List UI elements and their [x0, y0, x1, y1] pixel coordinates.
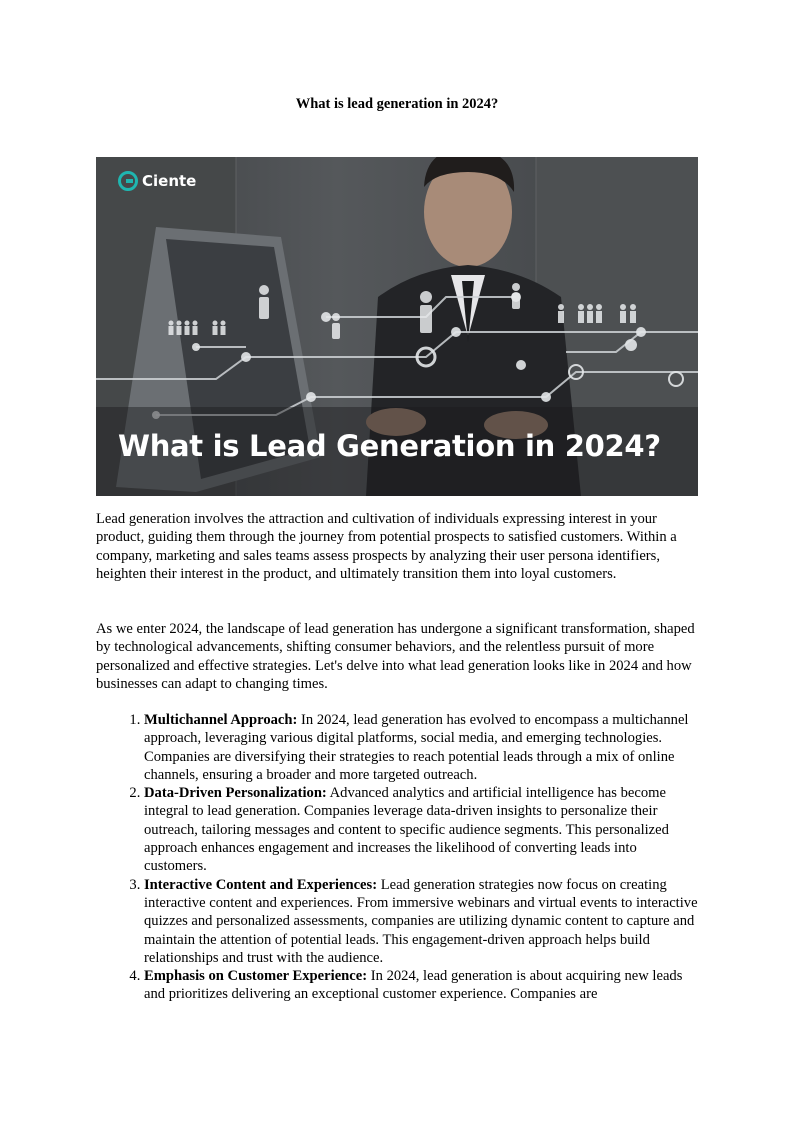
- page-title: What is lead generation in 2024?: [295, 96, 499, 112]
- list-item: [144, 967, 698, 1004]
- list-item-text: In 2024, lead generation has evolved to encompass a multichannel approach, leveraging various digital platforms, social media, and emerging technologies. Companies are diversifying their strategies to reach potential leads through a mix of online channels, ensuring a broader and more targeted outreach.: [144, 712, 689, 783]
- list-item-heading: Data-Driven Personalization:: [144, 785, 327, 802]
- ciente-logo-icon: [118, 171, 138, 191]
- numbered-list: [96, 711, 698, 1004]
- list-item-heading: Interactive Content and Experiences:: [144, 876, 378, 893]
- list-item-heading: Multichannel Approach:: [144, 712, 298, 728]
- list-item: [144, 711, 698, 784]
- list-item: [144, 784, 698, 875]
- list-item-text: Lead generation strategies now focus on creating interactive content and experiences. From immersive webinars and virtual events to interactive quizzes and personalized assessments, companies are utilizing dynamic content to capture and maintain the attention of potential leads. This engagement-driven approach helps build relationships and trust with the audience.: [144, 876, 698, 966]
- paragraph: Lead generation involves the attraction and cultivation of individuals expressing interest in your product, guiding them through the journey from potential prospects to satisfied customers. Within a company, marketing and sales teams assess prospects by analyzing their user persona identifiers, heighten their interest in the product, and ultimately transition them into loyal customers.: [96, 511, 677, 582]
- list-item-heading: Emphasis on Customer Experience:: [144, 968, 368, 985]
- ciente-logo: [118, 171, 196, 191]
- list-item-text: Advanced analytics and artificial intelligence has become integral to lead generation. Companies leverage data-driven insights to personalize their outreach, tailoring messages and content to specific audience segments. This personalized approach enhances engagement and increases the likelihood of converting leads into customers.: [144, 785, 669, 875]
- hero-heading: What is Lead Generation in 2024?: [118, 429, 661, 463]
- list-item: [144, 876, 698, 967]
- hero-image: [96, 157, 698, 496]
- paragraph: As we enter 2024, the landscape of lead generation has undergone a significant transformation, shaped by technological advancements, shifting consumer behaviors, and the relentless pursuit of more personalized and effective strategies. Let's delve into what lead generation looks like in 2024 and how businesses can adapt to changing times.: [96, 621, 695, 692]
- logo-text: Ciente: [142, 172, 197, 190]
- list-item-text: In 2024, lead generation is about acquiring new leads and prioritizes delivering an exceptional customer experience. Companies are: [144, 968, 683, 1003]
